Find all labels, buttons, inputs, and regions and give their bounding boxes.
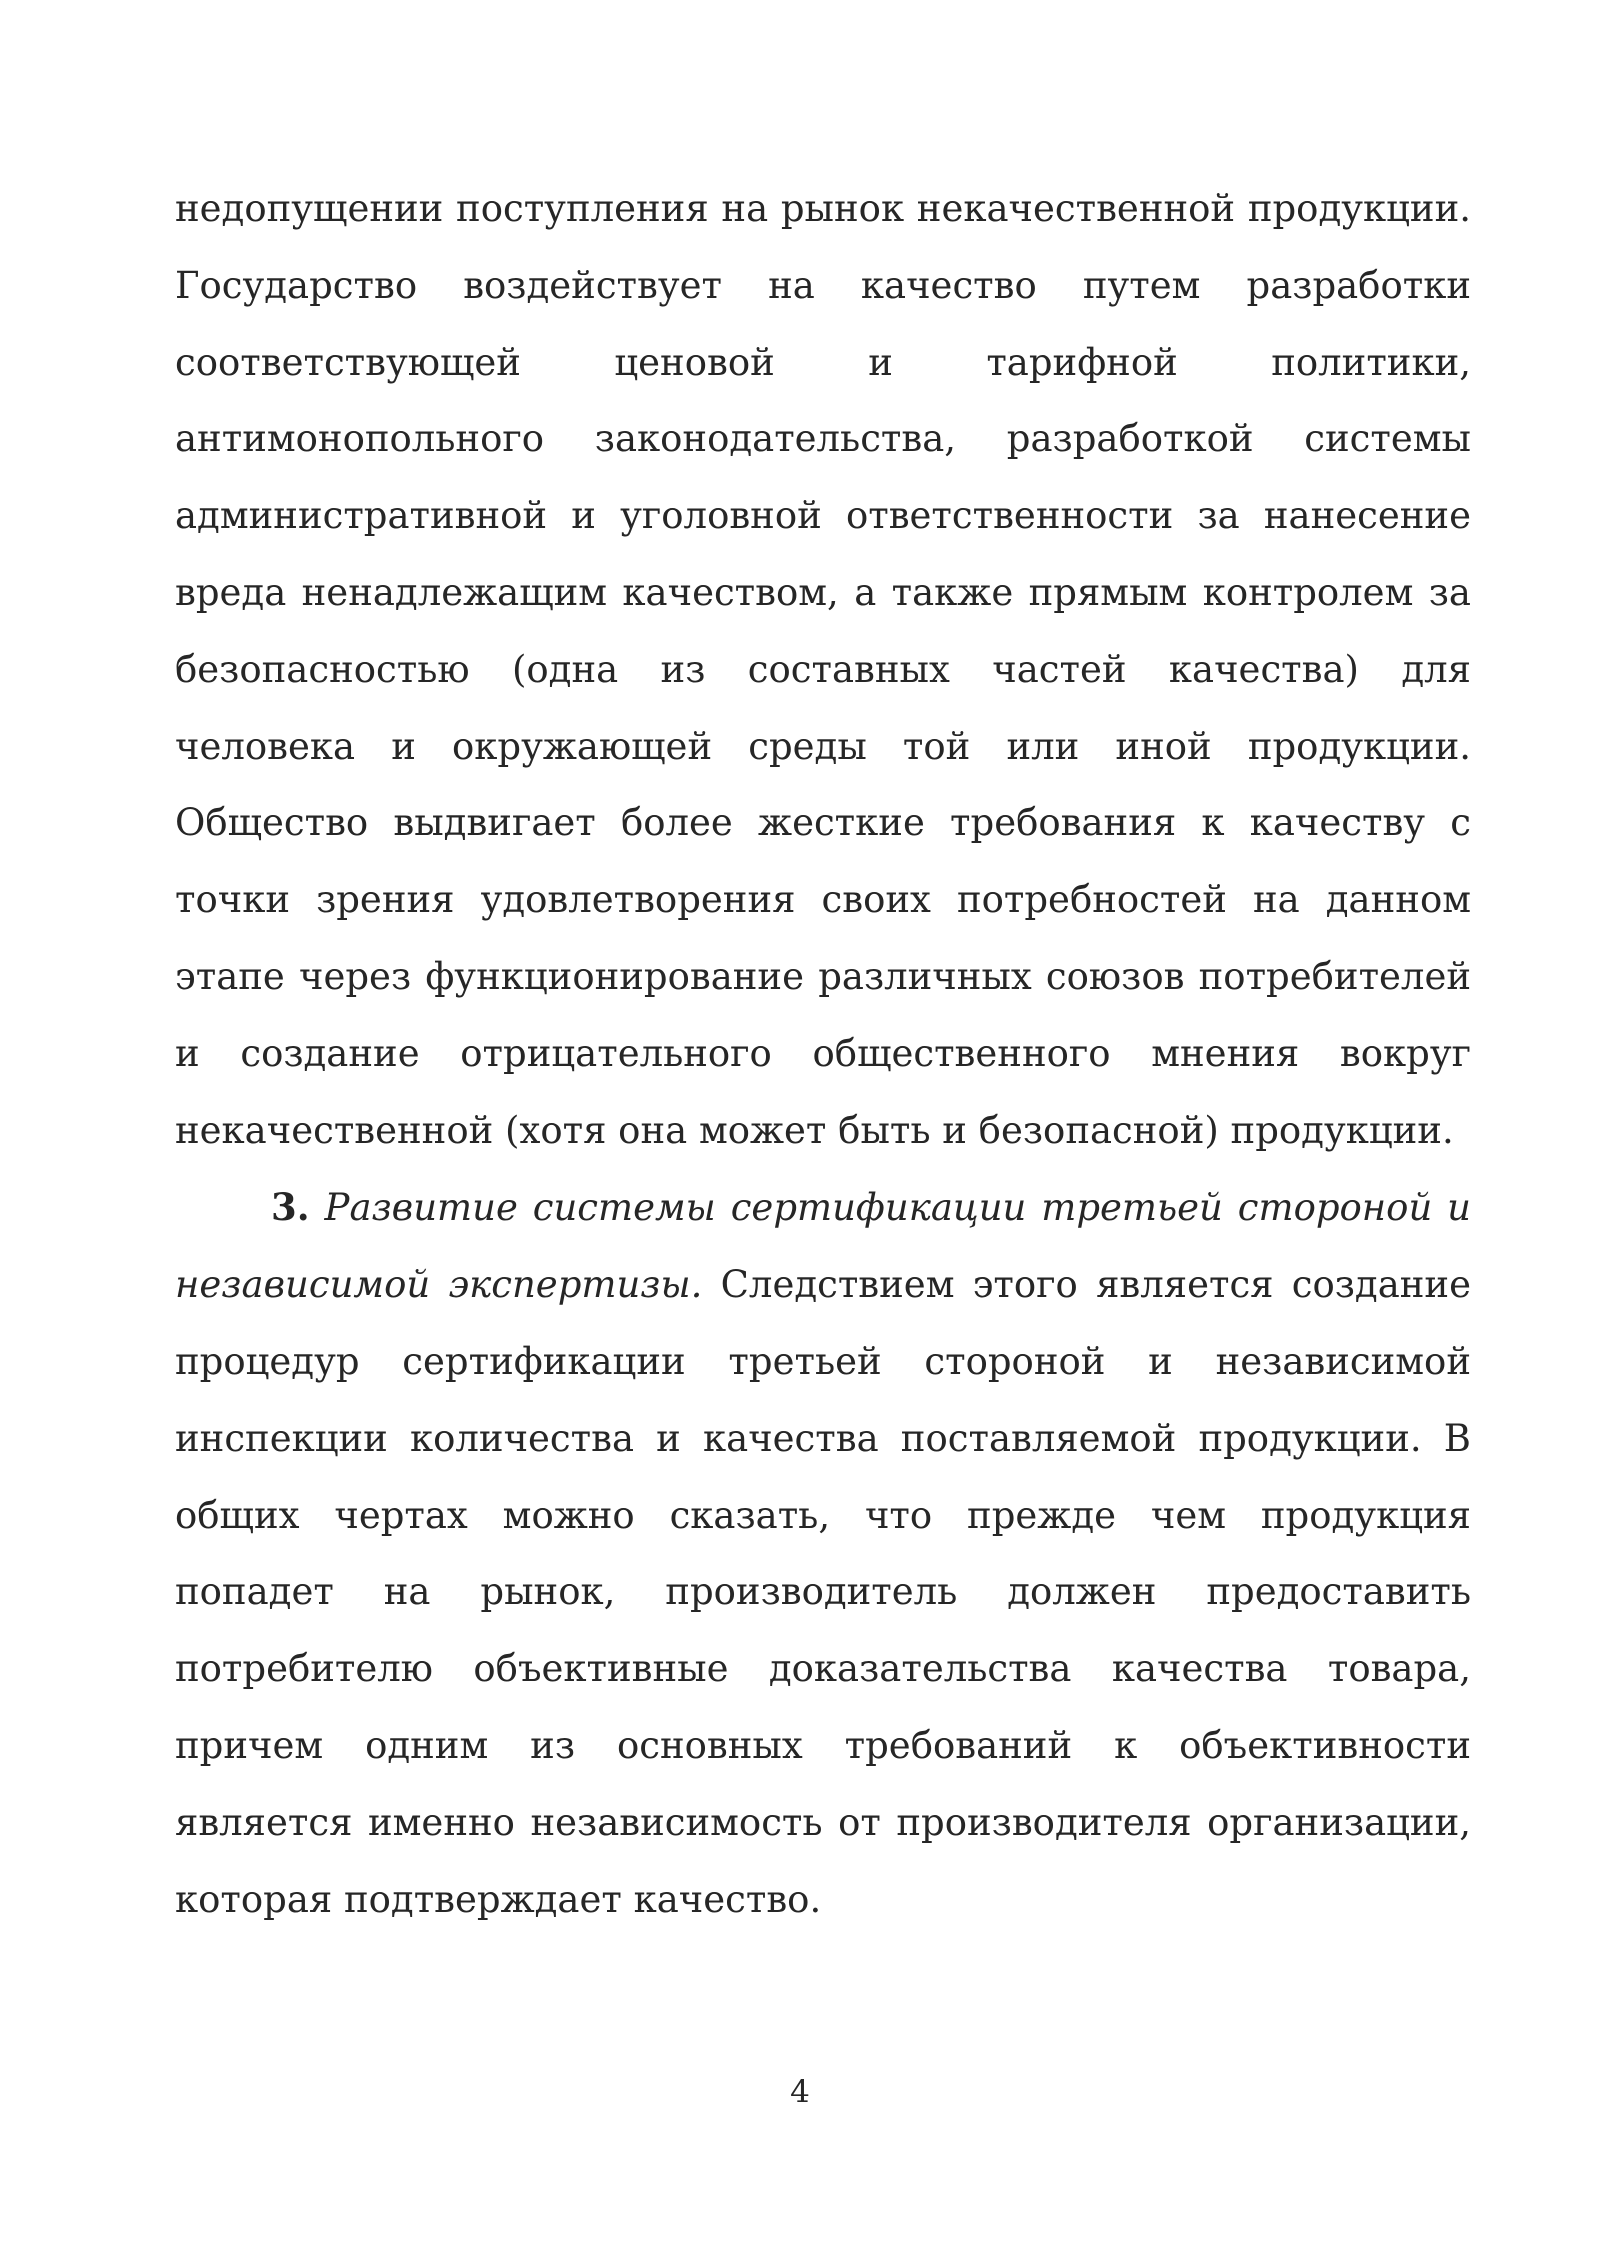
list-item-body: Следствием этого является создание процедур сертификации третьей стороной и независимой инспекции количества и качества поставляемой продукции. В общих чертах можно сказать, что прежде чем продукция попадет на рынок, производитель должен предоставить потребителю объективные доказательства качества товара, причем одним из основных требований к объективности является именно независимость от производителя организации, которая подтверждает качество.	[175, 1263, 1471, 1921]
list-item-3	[175, 1169, 1471, 1938]
paragraph-continued: недопущении поступления на рынок некачественной продукции. Государство воздействует на качество путем разработки соответствующей ценовой и тарифной политики, антимонопольного законодательства, разработкой системы административной и уголовной ответственности за нанесение вреда ненадлежащим качеством, а также прямым контролем за безопасностью (одна из составных частей качества) для человека и окружающей среды той или иной продукции. Общество выдвигает более жесткие требования к качеству с точки зрения удовлетворения своих потребностей на данном этапе через функционирование различных союзов потребителей и создание отрицательного общественного мнения вокруг некачественной (хотя она может быть и безопасной) продукции.	[175, 187, 1471, 1152]
page-number: 4	[790, 2074, 810, 2110]
list-item-number: 3.	[271, 1185, 310, 1230]
list-item-title: Развитие системы сертификации третьей стороной и независимой экспертизы.	[175, 1186, 1472, 1307]
page-text	[175, 171, 1471, 1938]
